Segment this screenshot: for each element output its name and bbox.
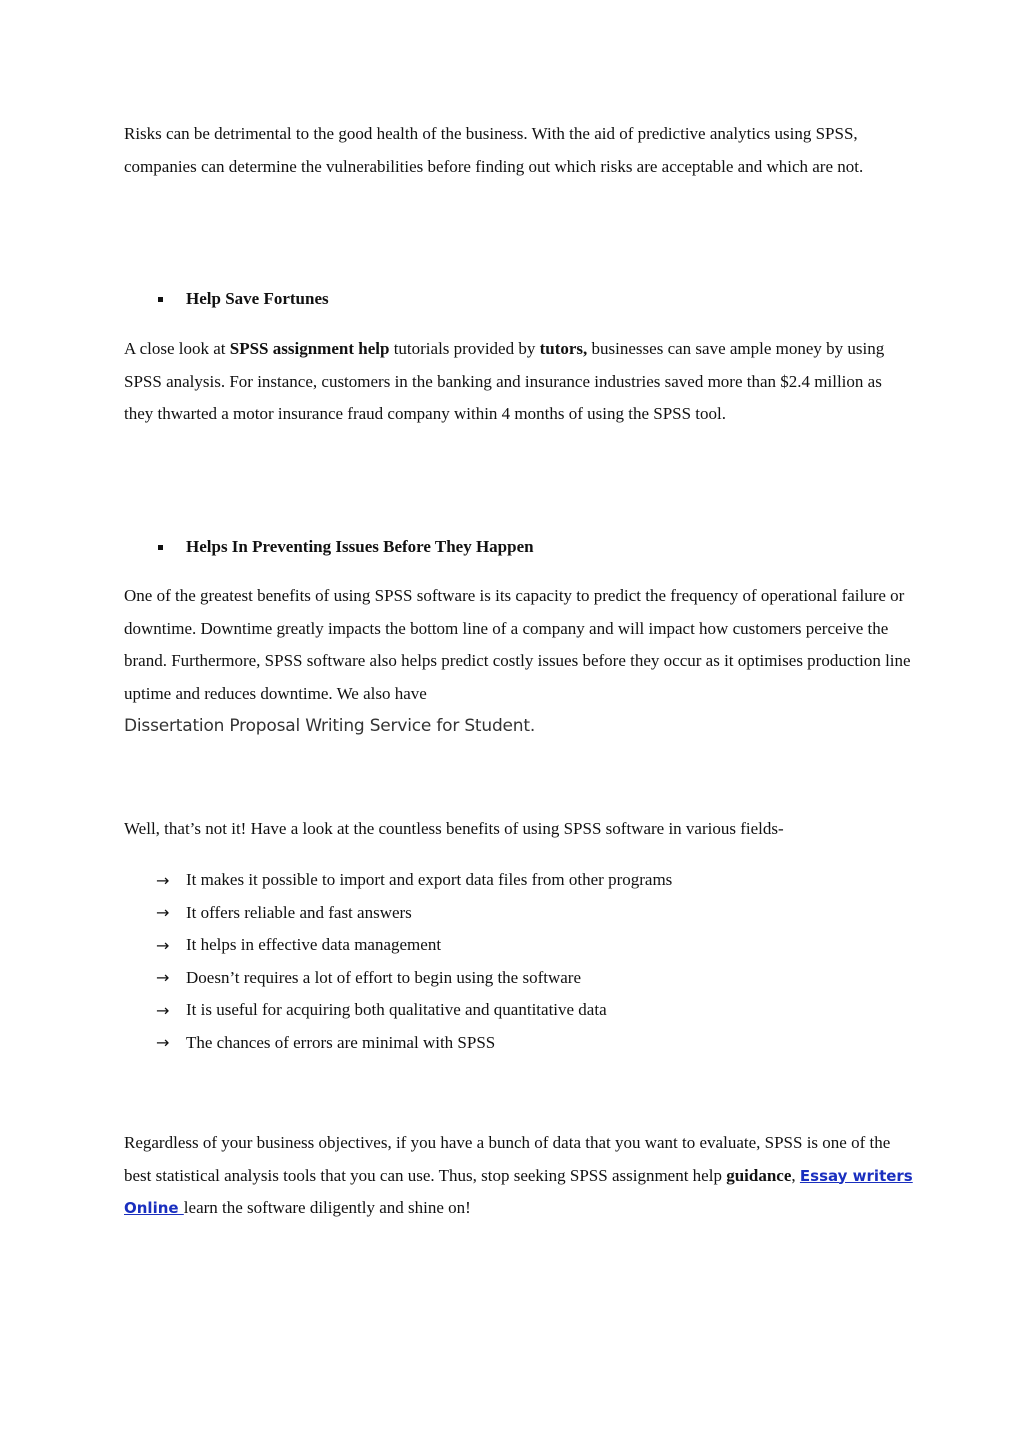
bold-term-tutors: tutors, bbox=[539, 339, 588, 358]
bold-term-guidance: guidance bbox=[726, 1165, 792, 1185]
text-span: learn the software diligently and shine on! bbox=[183, 1198, 471, 1217]
list-item bbox=[156, 897, 856, 930]
right-arrow-icon: → bbox=[156, 935, 170, 955]
list-item-text: It offers reliable and fast answers bbox=[186, 902, 412, 922]
square-bullet-icon bbox=[158, 297, 163, 302]
right-arrow-icon: → bbox=[156, 968, 170, 988]
text-span: One of the greatest benefits of using SPSS software is its capacity to predict the frequency of operational failure or downtime. Downtime greatly impacts the bottom line of a company and will impact how customers perceive the brand. Furthermore, SPSS software also helps predict costly issues before they occur as it optimises production line uptime and reduces downtime. We also have bbox=[124, 586, 911, 703]
heading-row bbox=[124, 535, 534, 559]
list-item bbox=[156, 929, 856, 962]
text-span: , bbox=[791, 1165, 800, 1185]
heading-row bbox=[124, 287, 329, 311]
list-item-text: It makes it possible to import and export data files from other programs bbox=[186, 870, 673, 890]
list-item bbox=[156, 962, 856, 995]
conclusion-text bbox=[124, 1127, 914, 1225]
intro-paragraph bbox=[124, 118, 914, 183]
right-arrow-icon: → bbox=[156, 1000, 170, 1020]
section1-text bbox=[124, 333, 914, 431]
square-bullet-icon bbox=[158, 545, 163, 550]
text-span: businesses can save ample money by using SPSS analysis. For instance, customers in the banking and insurance industries saved more than $2.4 million as they thwarted a motor insurance fraud company within 4 months of using the SPSS tool. bbox=[124, 339, 885, 423]
list-item-text: It helps in effective data management bbox=[186, 935, 442, 955]
conclusion-paragraph bbox=[124, 1127, 914, 1225]
heading-text: Helps In Preventing Issues Before They Happen bbox=[186, 537, 534, 556]
text-span: A close look at bbox=[124, 339, 230, 358]
right-arrow-icon: → bbox=[156, 903, 170, 923]
dissertation-service-text: Dissertation Proposal Writing Service for Student. bbox=[124, 716, 536, 736]
section2-text bbox=[124, 580, 914, 743]
essay-writers-online-link[interactable]: Essay writers Online bbox=[124, 1166, 913, 1217]
bold-term-spss-assignment-help: SPSS assignment help bbox=[229, 339, 390, 358]
benefits-intro-text: Well, that’s not it! Have a look at the countless benefits of using SPSS software in various fields- bbox=[124, 819, 784, 838]
list-item bbox=[156, 1027, 856, 1060]
list-item-text: The chances of errors are minimal with SPSS bbox=[186, 1032, 496, 1052]
section2-paragraph bbox=[124, 580, 914, 743]
right-arrow-icon: → bbox=[156, 870, 170, 890]
section1-paragraph bbox=[124, 333, 914, 431]
right-arrow-icon: → bbox=[156, 1033, 170, 1053]
list-item-text: It is useful for acquiring both qualitative and quantitative data bbox=[186, 1000, 607, 1020]
text-span: Regardless of your business objectives, if you have a bunch of data that you want to evaluate, SPSS is one of the best statistical analysis tools that you can use. Thus, stop seeking SPSS assignment help bbox=[124, 1133, 891, 1185]
heading-text: Help Save Fortunes bbox=[186, 289, 329, 308]
benefits-intro bbox=[124, 813, 914, 846]
text-span: tutorials provided by bbox=[389, 339, 540, 358]
list-item-text: Doesn’t requires a lot of effort to begin using the software bbox=[186, 967, 581, 987]
intro-text: Risks can be detrimental to the good health of the business. With the aid of predictive analytics using SPSS, companies can determine the vulnerabilities before finding out which risks are acceptable and which are not. bbox=[124, 124, 864, 176]
list-item bbox=[156, 994, 856, 1027]
list-item bbox=[156, 864, 856, 897]
benefits-list bbox=[156, 864, 856, 1059]
